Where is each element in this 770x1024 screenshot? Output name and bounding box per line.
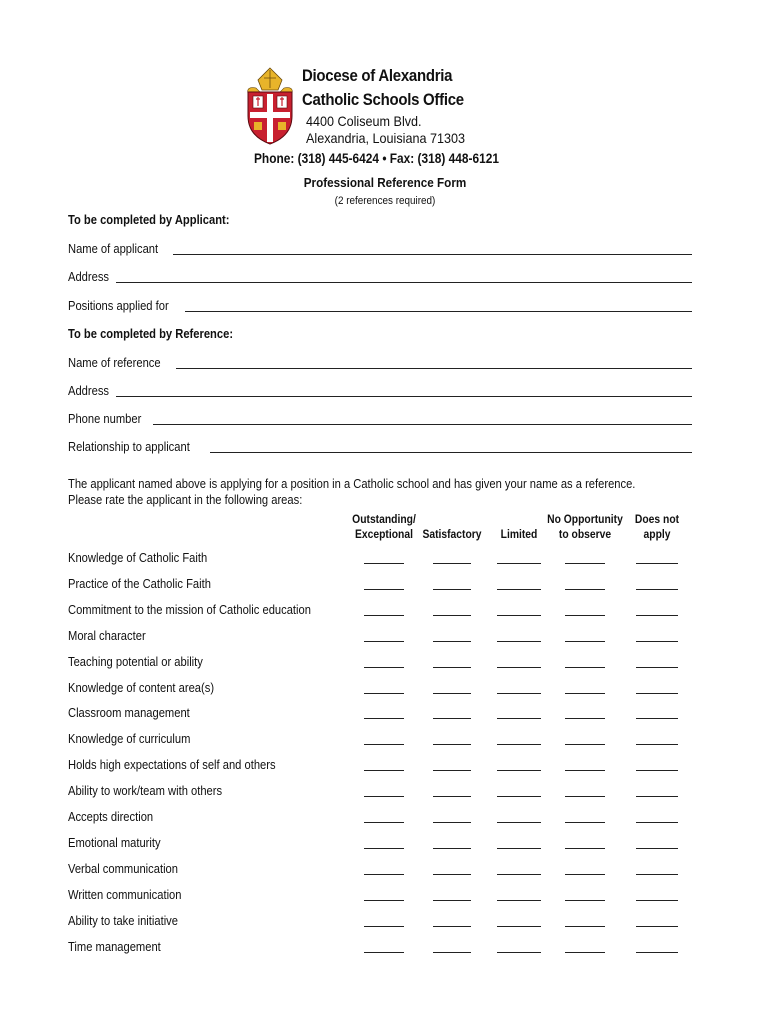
form-title: Professional Reference Form (303, 175, 467, 190)
rating-blank[interactable] (636, 926, 678, 927)
rating-item-label: Accepts direction (68, 809, 154, 824)
rating-column-header-line2: to observe (558, 527, 612, 541)
rating-blank[interactable] (364, 641, 404, 642)
rating-blank[interactable] (364, 952, 404, 953)
rating-blank[interactable] (636, 667, 678, 668)
rating-blank[interactable] (433, 900, 471, 901)
rating-blank[interactable] (364, 822, 404, 823)
rating-row (68, 887, 692, 905)
rating-blank[interactable] (565, 667, 605, 668)
rating-blank[interactable] (636, 952, 678, 953)
rating-blank[interactable] (364, 589, 404, 590)
rating-blank[interactable] (433, 926, 471, 927)
rating-blank[interactable] (433, 952, 471, 953)
rating-blank[interactable] (497, 718, 541, 719)
rating-blank[interactable] (433, 770, 471, 771)
rating-item-label: Holds high expectations of self and others (68, 757, 276, 773)
rating-blank[interactable] (636, 874, 678, 875)
address-street: 4400 Coliseum Blvd. (306, 113, 422, 129)
applicant-field-input-line[interactable] (173, 243, 692, 255)
rating-blank[interactable] (497, 770, 541, 771)
rating-item-label: Classroom management (68, 705, 190, 721)
rating-blank[interactable] (636, 718, 678, 719)
reference-field[interactable] (68, 354, 692, 370)
rating-blank[interactable] (497, 641, 541, 642)
rating-row (68, 576, 692, 594)
rating-blank[interactable] (497, 874, 541, 875)
rating-blank[interactable] (565, 848, 605, 849)
rating-blank[interactable] (433, 693, 471, 694)
reference-section-heading: To be completed by Reference: (68, 326, 234, 341)
rating-row (68, 654, 692, 672)
rating-blank[interactable] (433, 563, 471, 564)
rating-blank[interactable] (636, 589, 678, 590)
reference-field-label: Address (68, 383, 110, 398)
rating-blank[interactable] (433, 718, 471, 719)
diocese-seal-icon (242, 66, 298, 146)
rating-row (68, 628, 692, 646)
rating-row (68, 602, 692, 620)
rating-blank[interactable] (433, 874, 471, 875)
rating-item-label: Knowledge of Catholic Faith (68, 550, 208, 565)
rating-item-label: Written communication (68, 886, 182, 902)
rating-blank[interactable] (497, 667, 541, 668)
rating-blank[interactable] (565, 822, 605, 823)
reference-field-input-line[interactable] (176, 357, 692, 369)
rating-row (68, 835, 692, 853)
rating-blank[interactable] (636, 563, 678, 564)
rating-blank[interactable] (364, 667, 404, 668)
rating-intro-line2: Please rate the applicant in the following areas: (68, 492, 303, 507)
rating-column-header-line2: Exceptional (355, 527, 413, 541)
organization-name: Diocese of Alexandria (302, 66, 453, 85)
rating-blank[interactable] (497, 563, 541, 564)
rating-blank[interactable] (565, 641, 605, 642)
rating-row (68, 809, 692, 827)
rating-row (68, 783, 692, 801)
rating-column-header-line1: No Opportunity (547, 512, 623, 526)
rating-blank[interactable] (433, 667, 471, 668)
rating-row (68, 939, 692, 957)
rating-blank[interactable] (497, 926, 541, 927)
reference-field-label: Phone number (68, 411, 142, 426)
rating-item-label: Commitment to the mission of Catholic education (68, 601, 311, 617)
rating-blank[interactable] (497, 589, 541, 590)
rating-blank[interactable] (565, 744, 605, 745)
reference-field[interactable] (68, 438, 692, 454)
rating-blank[interactable] (433, 589, 471, 590)
rating-column-header-line1: Does not (634, 512, 680, 526)
rating-blank[interactable] (636, 615, 678, 616)
rating-blank[interactable] (565, 589, 605, 590)
rating-blank[interactable] (497, 952, 541, 953)
rating-row (68, 731, 692, 749)
rating-blank[interactable] (497, 615, 541, 616)
rating-blank[interactable] (636, 770, 678, 771)
rating-blank[interactable] (565, 900, 605, 901)
rating-row (68, 861, 692, 879)
rating-blank[interactable] (364, 718, 404, 719)
rating-blank[interactable] (565, 770, 605, 771)
reference-field-input-line[interactable] (116, 385, 692, 397)
rating-blank[interactable] (497, 796, 541, 797)
rating-blank[interactable] (364, 900, 404, 901)
rating-blank[interactable] (433, 641, 471, 642)
applicant-field-label: Address (68, 269, 110, 284)
rating-blank[interactable] (364, 796, 404, 797)
rating-blank[interactable] (433, 796, 471, 797)
rating-item-label: Teaching potential or ability (68, 653, 203, 669)
form-subtitle: (2 references required) (334, 195, 436, 207)
rating-row (68, 550, 692, 568)
rating-column-header (605, 512, 708, 542)
rating-item-label: Time management (68, 938, 161, 954)
rating-blank[interactable] (565, 952, 605, 953)
rating-blank[interactable] (636, 796, 678, 797)
reference-field-label: Relationship to applicant (68, 439, 190, 454)
reference-field-input-line[interactable] (153, 413, 692, 425)
rating-blank[interactable] (433, 744, 471, 745)
reference-field[interactable] (68, 382, 692, 398)
phone-fax-line: Phone: (318) 445-6424 • Fax: (318) 448-6121 (254, 150, 499, 166)
rating-item-label: Ability to take initiative (68, 912, 178, 928)
rating-column-header-line1: Outstanding/ (352, 512, 416, 526)
applicant-field[interactable] (68, 268, 692, 284)
rating-blank[interactable] (636, 822, 678, 823)
rating-item-label: Ability to work/team with others (68, 783, 223, 799)
applicant-section-heading: To be completed by Applicant: (68, 212, 230, 227)
rating-blank[interactable] (364, 693, 404, 694)
applicant-field-input-line[interactable] (116, 271, 692, 283)
rating-blank[interactable] (565, 718, 605, 719)
rating-row (68, 680, 692, 698)
applicant-field-label: Name of applicant (68, 241, 159, 256)
rating-blank[interactable] (636, 848, 678, 849)
rating-blank[interactable] (636, 641, 678, 642)
applicant-field-input-line[interactable] (185, 300, 692, 312)
rating-item-label: Emotional maturity (68, 834, 161, 850)
rating-blank[interactable] (364, 770, 404, 771)
rating-blank[interactable] (497, 822, 541, 823)
rating-intro-line1: The applicant named above is applying for a position in a Catholic school and has given your name as a reference. (68, 476, 636, 491)
rating-row (68, 913, 692, 931)
applicant-field[interactable] (68, 240, 692, 256)
rating-blank[interactable] (565, 563, 605, 564)
rating-blank[interactable] (497, 744, 541, 745)
rating-column-header-line2: Satisfactory (422, 527, 482, 541)
rating-blank[interactable] (364, 874, 404, 875)
reference-field-label: Name of reference (68, 355, 161, 370)
rating-blank[interactable] (364, 848, 404, 849)
rating-column-header-line2: apply (643, 527, 671, 541)
rating-blank[interactable] (565, 926, 605, 927)
rating-blank[interactable] (433, 615, 471, 616)
rating-blank[interactable] (364, 926, 404, 927)
rating-blank[interactable] (497, 693, 541, 694)
rating-column-header-line2: Limited (500, 527, 538, 541)
rating-item-label: Practice of the Catholic Faith (68, 575, 211, 591)
rating-blank[interactable] (364, 615, 404, 616)
rating-blank[interactable] (565, 796, 605, 797)
rating-blank[interactable] (636, 744, 678, 745)
reference-field[interactable] (68, 410, 692, 426)
rating-blank[interactable] (364, 744, 404, 745)
rating-blank[interactable] (636, 900, 678, 901)
rating-blank[interactable] (497, 900, 541, 901)
rating-blank[interactable] (565, 693, 605, 694)
rating-blank[interactable] (565, 874, 605, 875)
rating-blank[interactable] (636, 693, 678, 694)
rating-blank[interactable] (364, 563, 404, 564)
reference-field-input-line[interactable] (210, 441, 692, 453)
rating-row (68, 757, 692, 775)
rating-item-label: Verbal communication (68, 860, 178, 876)
rating-item-label: Knowledge of content area(s) (68, 679, 215, 695)
rating-row (68, 705, 692, 723)
office-name: Catholic Schools Office (302, 90, 464, 109)
rating-item-label: Moral character (68, 627, 146, 643)
rating-blank[interactable] (433, 848, 471, 849)
applicant-field-label: Positions applied for (68, 298, 169, 313)
rating-blank[interactable] (433, 822, 471, 823)
rating-blank[interactable] (565, 615, 605, 616)
address-city: Alexandria, Louisiana 71303 (306, 130, 466, 146)
rating-intro (68, 476, 635, 508)
rating-item-label: Knowledge of curriculum (68, 731, 191, 747)
applicant-field[interactable] (68, 297, 692, 313)
rating-blank[interactable] (497, 848, 541, 849)
